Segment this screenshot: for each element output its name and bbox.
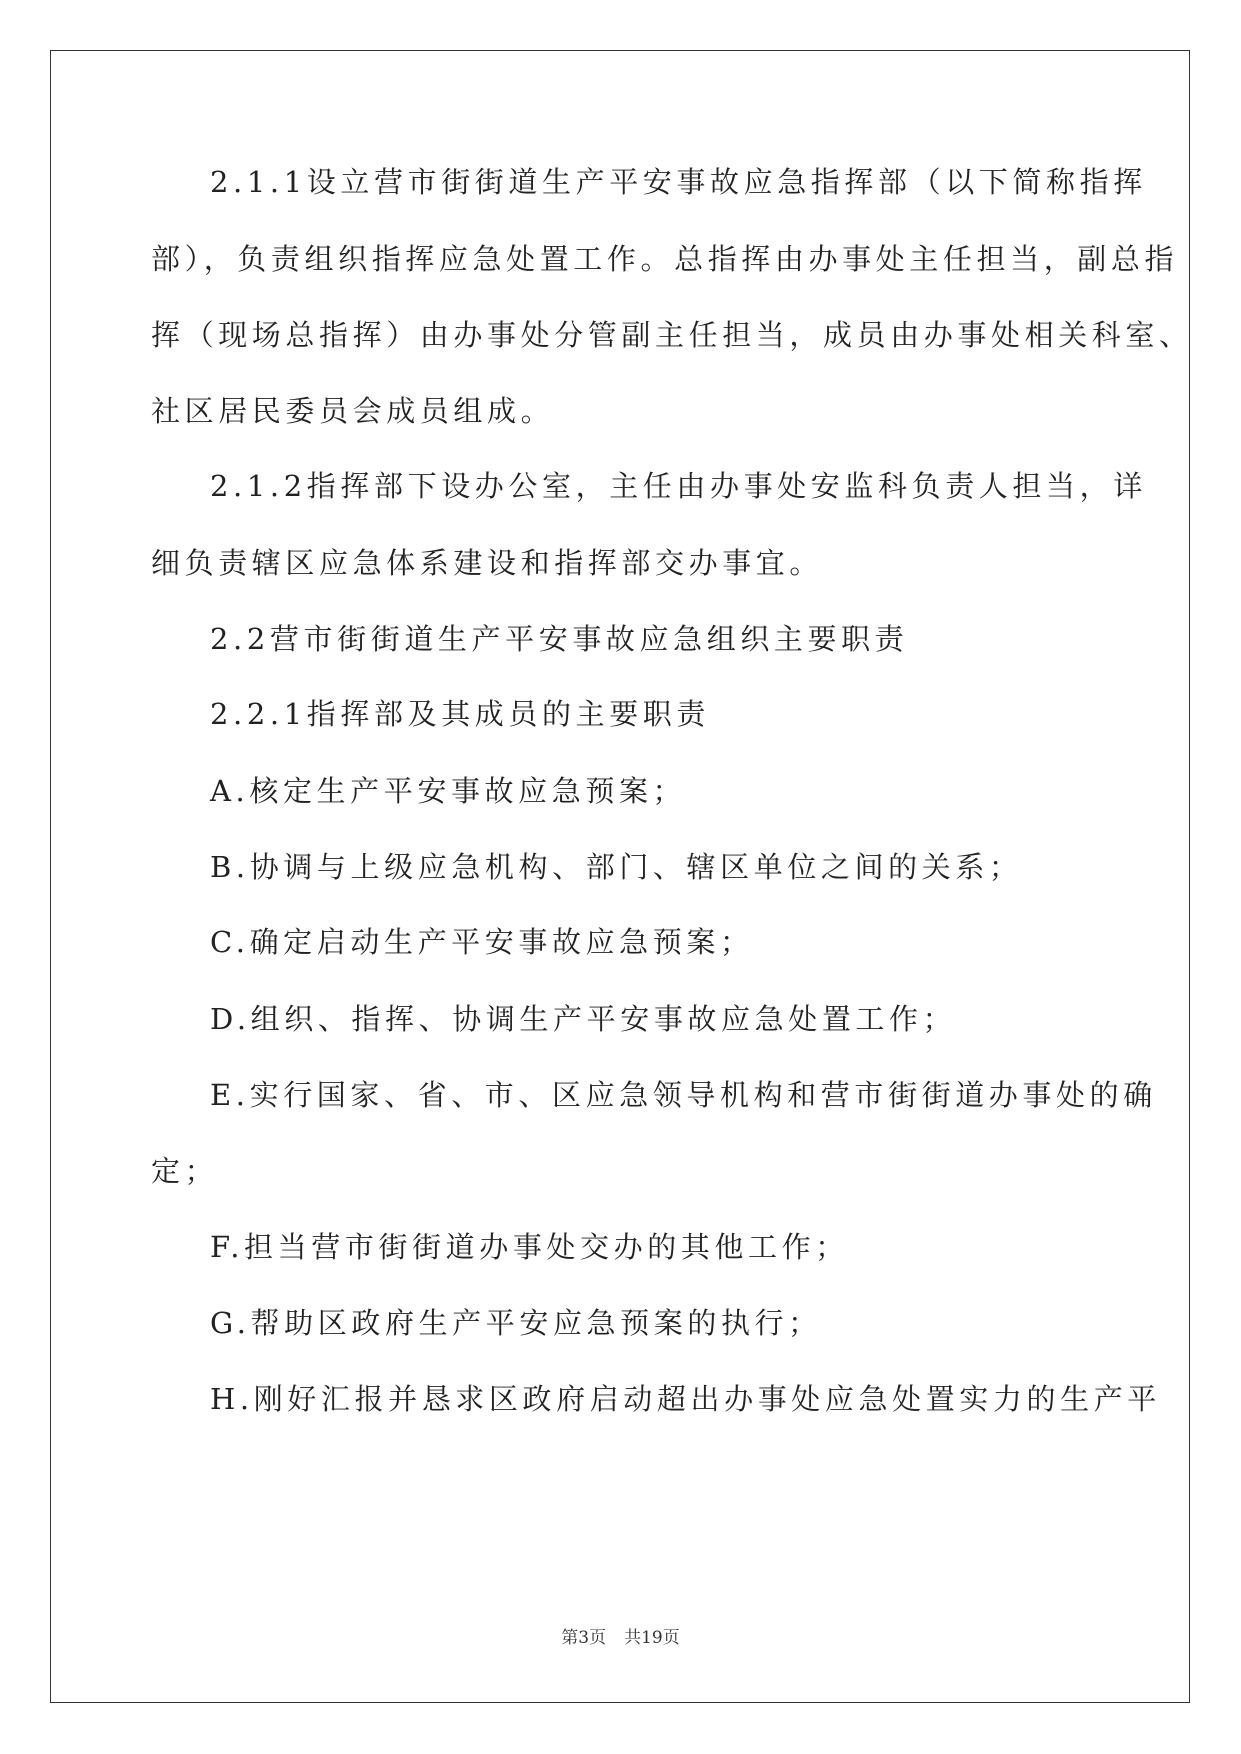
text-line: 2.1.2指挥部下设办公室，主任由办事处安监科负责人担当，详 bbox=[210, 469, 1147, 503]
text-line: 挥（现场总指挥）由办事处分管副主任担当，成员由办事处相关科室、 bbox=[151, 318, 1193, 352]
page-footer bbox=[0, 1623, 1241, 1648]
text-line: H.刚好汇报并恳求区政府启动超出办事处应急处置实力的生产平 bbox=[210, 1382, 1161, 1416]
text-line: 定； bbox=[151, 1154, 219, 1188]
page-number: 第3页 bbox=[561, 1628, 607, 1648]
text-line: C.确定启动生产平安事故应急预案； bbox=[210, 925, 754, 959]
text-line: G.帮助区政府生产平安应急预案的执行； bbox=[210, 1306, 822, 1340]
text-line: D.组织、指挥、协调生产平安事故应急处置工作； bbox=[210, 1002, 957, 1036]
text-line: E.实行国家、省、市、区应急领导机构和营市街街道办事处的确 bbox=[210, 1078, 1157, 1112]
text-line: 2.2.1指挥部及其成员的主要职责 bbox=[210, 697, 710, 731]
text-line: B.协调与上级应急机构、部门、辖区单位之间的关系； bbox=[210, 850, 1023, 884]
text-line: F.担当营市街街道办事处交办的其他工作； bbox=[210, 1230, 849, 1264]
text-line: 细负责辖区应急体系建设和指挥部交办事宜。 bbox=[151, 546, 824, 580]
page-total: 共19页 bbox=[624, 1628, 680, 1648]
text-line: 2.1.1设立营市街街道生产平安事故应急指挥部（以下简称指挥 bbox=[210, 165, 1147, 199]
text-line: 2.2营市街街道生产平安事故应急组织主要职责 bbox=[210, 622, 909, 656]
text-line: 部），负责组织指挥应急处置工作。总指挥由办事处主任担当，副总指 bbox=[151, 242, 1179, 276]
text-line: A.核定生产平安事故应急预案； bbox=[210, 774, 687, 808]
text-line: 社区居民委员会成员组成。 bbox=[151, 394, 555, 428]
